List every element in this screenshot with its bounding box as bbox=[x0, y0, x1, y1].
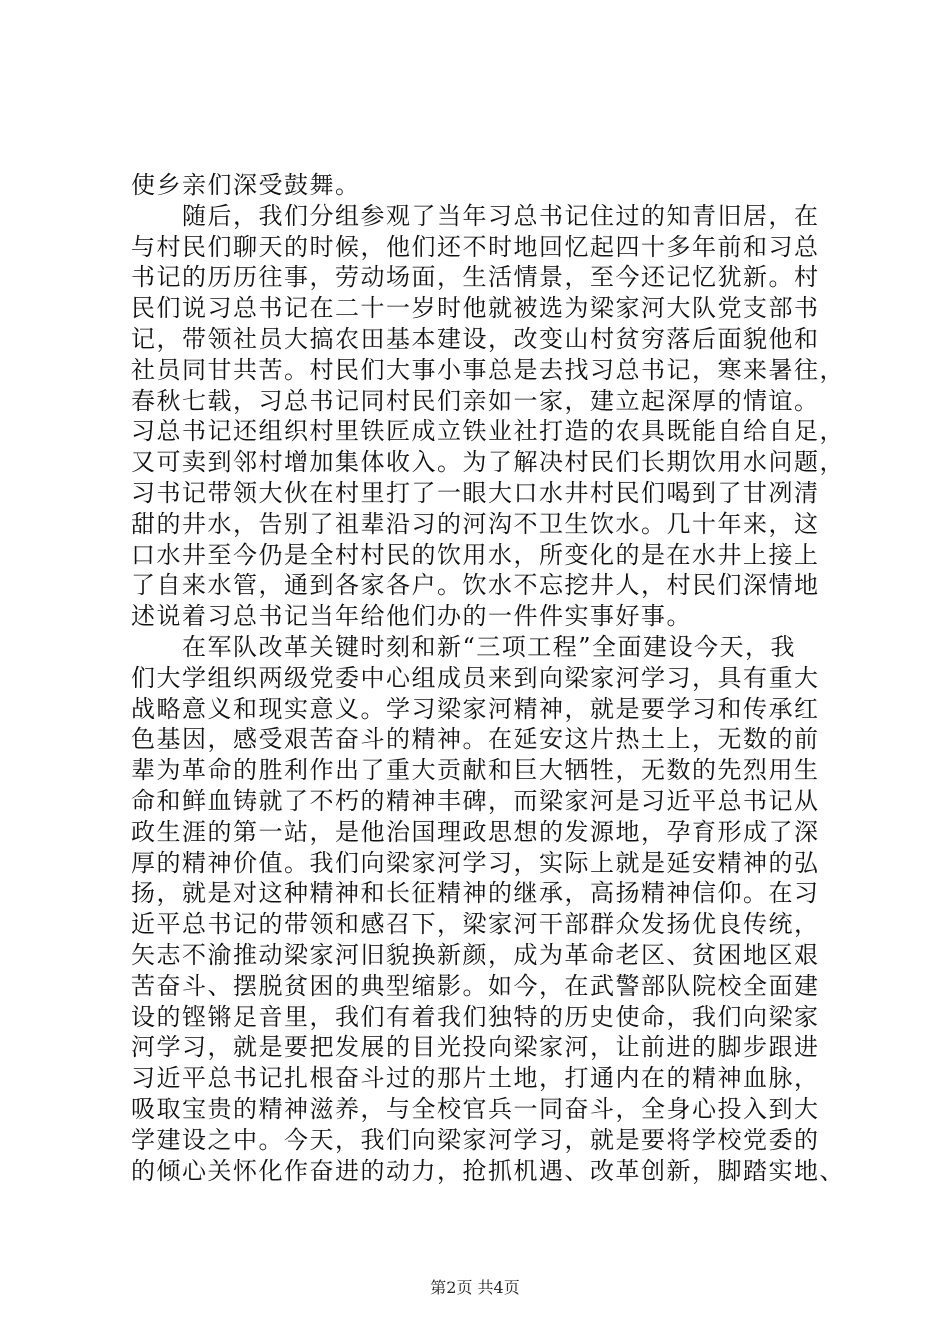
text-line: 设的铿锵足音里，我们有着我们独特的历史使命，我们向梁家 bbox=[131, 1002, 820, 1031]
text-line: 扬，就是对这种精神和长征精神的继承，高扬精神信仰。在习 bbox=[131, 879, 820, 908]
text-line: 甜的井水，告别了祖辈沿习的河沟不卫生饮水。几十年来，这 bbox=[131, 509, 820, 538]
text-line: 使乡亲们深受鼓舞。 bbox=[131, 171, 361, 199]
text-line: 色基因，感受艰苦奋斗的精神。在延安这片热土上，无数的前 bbox=[131, 725, 820, 754]
text-line: 习近平总书记扎根奋斗过的那片土地，打通内在的精神血脉， bbox=[131, 1064, 820, 1093]
text-line: 政生涯的第一站，是他治国理政思想的发源地，孕育形成了深 bbox=[131, 817, 820, 846]
text-line: 们大学组织两级党委中心组成员来到向梁家河学习，具有重大 bbox=[131, 663, 820, 692]
text-line: 述说着习总书记当年给他们办的一件件实事好事。 bbox=[131, 602, 692, 631]
body-text bbox=[131, 170, 845, 1186]
text-line: 辈为革命的胜利作出了重大贡献和巨大牺牲，无数的先烈用生 bbox=[131, 756, 820, 785]
text-line: 战略意义和现实意义。学习梁家河精神，就是要学习和传承红 bbox=[131, 694, 820, 723]
text-line: 习总书记还组织村里铁匠成立铁业社打造的农具既能自给自足， bbox=[131, 417, 845, 446]
text-line: 的倾心关怀化作奋进的动力，抢抓机遇、改革创新，脚踏实地、 bbox=[131, 1156, 845, 1185]
page-footer: 第2页 共4页 bbox=[430, 1278, 520, 1297]
text-line: 记，带领社员大搞农田基本建设，改变山村贫穷落后面貌他和 bbox=[131, 324, 820, 353]
text-line: 书记的历历往事，劳动场面，生活情景，至今还记忆犹新。村 bbox=[131, 263, 820, 292]
text-line: 与村民们聊天的时候，他们还不时地回忆起四十多年前和习总 bbox=[131, 232, 820, 261]
text-line: 随后，我们分组参观了当年习总书记住过的知青旧居，在 bbox=[131, 201, 820, 230]
text-line: 又可卖到邻村增加集体收入。为了解决村民们长期饮用水问题， bbox=[131, 448, 845, 477]
text-line: 近平总书记的带领和感召下，梁家河干部群众发扬优良传统， bbox=[131, 910, 820, 939]
text-line: 苦奋斗、摆脱贫困的典型缩影。如今，在武警部队院校全面建 bbox=[131, 971, 820, 1000]
text-line: 厚的精神价值。我们向梁家河学习，实际上就是延安精神的弘 bbox=[131, 848, 820, 877]
text-line: 矢志不渝推动梁家河旧貌换新颜，成为革命老区、贫困地区艰 bbox=[131, 940, 820, 969]
text-line: 社员同甘共苦。村民们大事小事总是去找习总书记，寒来暑往， bbox=[131, 355, 845, 384]
text-line: 民们说习总书记在二十一岁时他就被选为梁家河大队党支部书 bbox=[131, 294, 820, 323]
text-line: 命和鲜血铸就了不朽的精神丰碑，而梁家河是习近平总书记从 bbox=[131, 786, 820, 815]
text-line: 在军队改革关键时刻和新“三项工程”全面建设今天，我 bbox=[131, 632, 797, 661]
text-line: 口水井至今仍是全村村民的饮用水，所变化的是在水井上接上 bbox=[131, 540, 820, 569]
text-line: 习书记带领大伙在村里打了一眼大口水井村民们喝到了甘冽清 bbox=[131, 478, 820, 507]
text-line: 河学习，就是要把发展的目光投向梁家河，让前进的脚步跟进 bbox=[131, 1033, 820, 1062]
text-line: 吸取宝贵的精神滋养，与全校官兵一同奋斗，全身心投入到大 bbox=[131, 1094, 820, 1123]
text-line: 学建设之中。今天，我们向梁家河学习，就是要将学校党委的 bbox=[131, 1125, 820, 1154]
text-line: 了自来水管，通到各家各户。饮水不忘挖井人，村民们深情地 bbox=[131, 571, 820, 600]
text-line: 春秋七载，习总书记同村民们亲如一家，建立起深厚的情谊。 bbox=[131, 386, 820, 415]
